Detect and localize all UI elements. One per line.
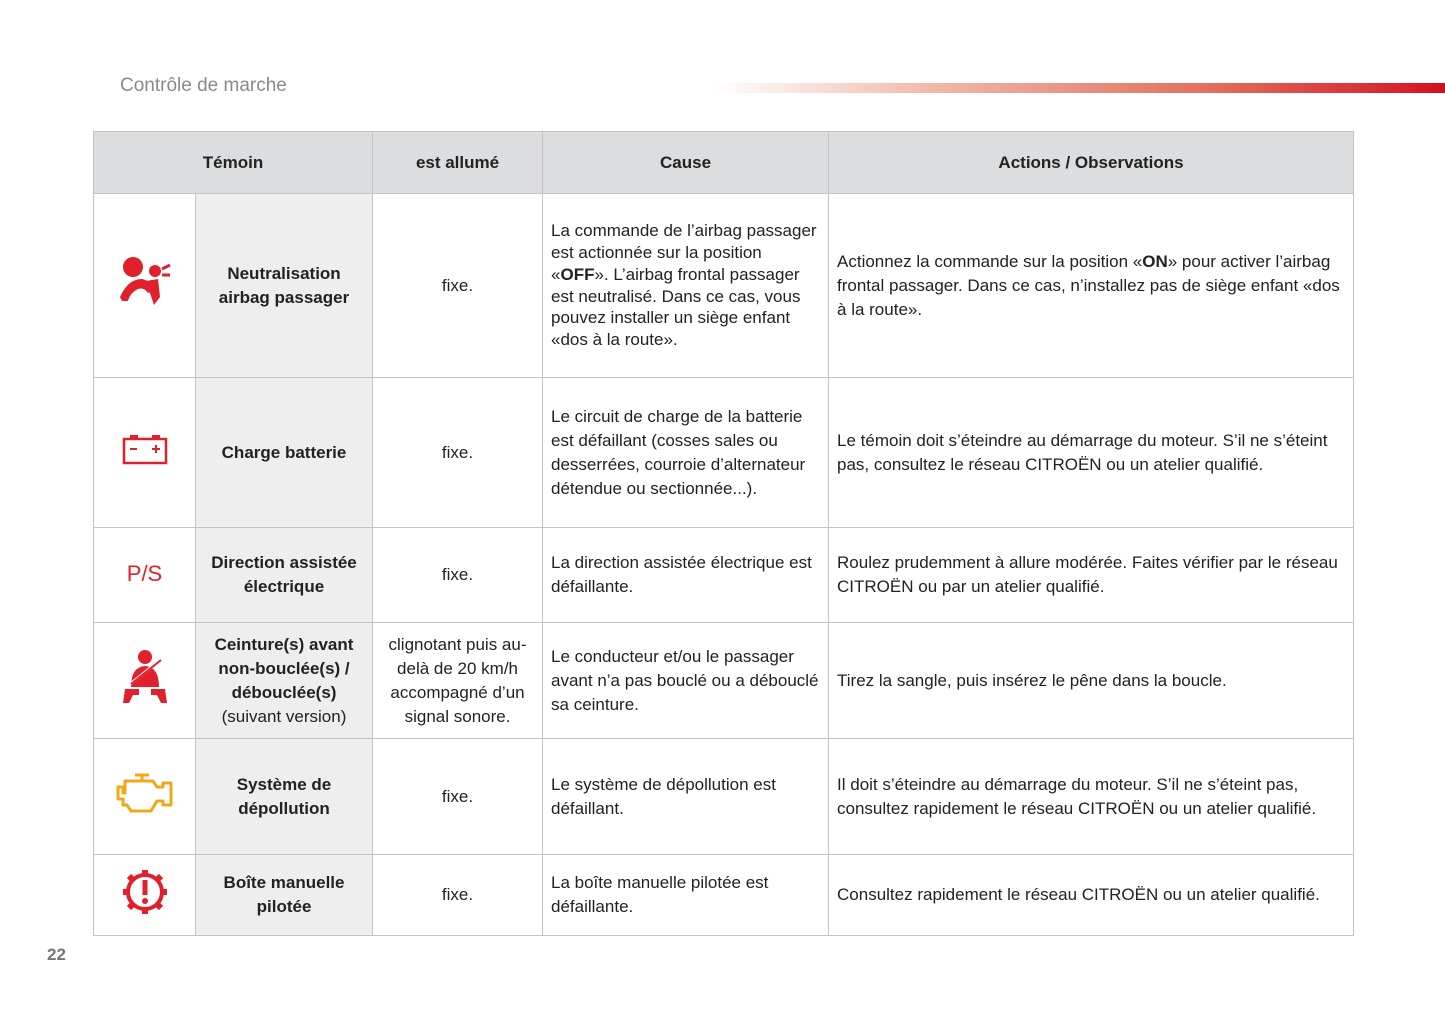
- row-state: fixe.: [373, 194, 543, 378]
- action-bold: ON: [1142, 251, 1168, 271]
- airbag-off-icon: [94, 194, 196, 378]
- page-number: 22: [47, 945, 66, 964]
- row-cause: Le conducteur et/ou le passager avant n’a pas bouclé ou a débouclé sa ceinture.: [543, 623, 829, 739]
- col-cause: Cause: [543, 132, 829, 194]
- row-label: [196, 623, 373, 739]
- col-actions: Actions / Observations: [829, 132, 1354, 194]
- row-state: fixe.: [373, 528, 543, 623]
- row-action: Le témoin doit s’éteindre au démarrage du moteur. S’il ne s’éteint pas, consultez le réseau CITROËN ou un atelier qualifié.: [829, 378, 1354, 528]
- row-action: [829, 194, 1354, 378]
- row-cause: Le circuit de charge de la batterie est défaillant (cosses sales ou desserrées, courroie d’alternateur détendue ou sectionnée...).: [543, 378, 829, 528]
- row-cause: Le système de dépollution est défaillant.: [543, 739, 829, 855]
- cause-bold: OFF: [560, 264, 595, 284]
- row-label: Charge batterie: [196, 378, 373, 528]
- row-state: fixe.: [373, 378, 543, 528]
- table-row: [94, 739, 1354, 855]
- row-action: Consultez rapidement le réseau CITROËN ou un atelier qualifié.: [829, 855, 1354, 936]
- row-cause: La boîte manuelle pilotée est défaillante.: [543, 855, 829, 936]
- table-row: [94, 528, 1354, 623]
- row-label: Boîte manuelle pilotée: [196, 855, 373, 936]
- seatbelt-icon: [94, 623, 196, 739]
- row-label: Système de dépollution: [196, 739, 373, 855]
- power-steering-icon: [94, 528, 196, 623]
- cause-text: ». L’airbag frontal passager est neutralisé. Dans ce cas, vous pouvez installer un siège enfant «dos à la route».: [551, 264, 801, 349]
- row-state: fixe.: [373, 855, 543, 936]
- label-note: (suivant version): [221, 706, 347, 726]
- cause-text: La commande de l’airbag passager est actionnée sur la position «: [551, 221, 817, 284]
- power-steering-text: P/S: [126, 561, 163, 586]
- row-action: Roulez prudemment à allure modérée. Faites vérifier par le réseau CITROËN ou par un atelier qualifié.: [829, 528, 1354, 623]
- row-action: Tirez la sangle, puis insérez le pêne dans la boucle.: [829, 623, 1354, 739]
- battery-icon: [94, 378, 196, 528]
- table-row: [94, 855, 1354, 936]
- section-title: Contrôle de marche: [120, 75, 287, 96]
- table-header: [94, 132, 1354, 194]
- row-cause: La direction assistée électrique est défaillante.: [543, 528, 829, 623]
- col-state: est allumé: [373, 132, 543, 194]
- header-gradient-bar: [715, 83, 1445, 93]
- row-state: fixe.: [373, 739, 543, 855]
- row-action: Il doit s’éteindre au démarrage du moteur. S’il ne s’éteint pas, consultez rapidement le réseau CITROËN ou un atelier qualifié.: [829, 739, 1354, 855]
- action-text: » pour activer l’airbag frontal passager. Dans ce cas, n’installez pas de siège enfant «dos à la route».: [837, 251, 1340, 319]
- col-temoin: Témoin: [94, 132, 373, 194]
- row-label: Neutralisation airbag passager: [196, 194, 373, 378]
- engine-icon: [94, 739, 196, 855]
- row-cause: [543, 194, 829, 378]
- gearbox-warning-icon: [94, 855, 196, 936]
- row-label: Direction assistée électrique: [196, 528, 373, 623]
- table-row: [94, 194, 1354, 378]
- label-text: Ceinture(s) avant non-bouclée(s) / débouclée(s): [214, 634, 354, 702]
- row-state: clignotant puis au-delà de 20 km/h accompagné d’un signal sonore.: [373, 623, 543, 739]
- warning-lights-table: [93, 131, 1354, 936]
- table-row: [94, 378, 1354, 528]
- table-row: [94, 623, 1354, 739]
- action-text: Actionnez la commande sur la position «: [837, 251, 1143, 271]
